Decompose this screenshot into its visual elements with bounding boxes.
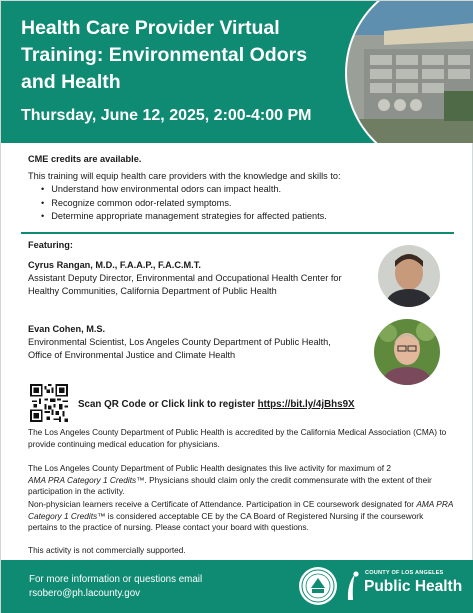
header-banner — [1, 1, 473, 143]
register-callout — [78, 399, 355, 410]
footer-banner — [1, 560, 473, 613]
nonphysician-statement — [28, 499, 454, 534]
public-health-logo-icon — [345, 570, 361, 602]
contact-label: For more information or questions email — [29, 574, 203, 585]
intro-text: This training will equip health care providers with the knowledge and skills to: — [28, 171, 341, 181]
event-title: Health Care Provider Virtual Training: Environmental Odors and Health — [21, 17, 308, 93]
qr-code-icon[interactable] — [30, 384, 68, 422]
contact-email[interactable]: rsobero@ph.lacounty.gov — [29, 588, 141, 599]
speaker-name: Cyrus Rangan, M.D., F.A.A.P., F.A.C.M.T. — [28, 260, 201, 270]
accreditation-statement: The Los Angeles County Department of Public Health is accredited by the California Medical Association (CMA) to provide continuing medical education for physicians. — [28, 427, 447, 449]
contact-info — [29, 573, 202, 601]
objective-item: • Understand how environmental odors can impact health. — [41, 183, 327, 197]
county-seal-icon — [298, 566, 338, 606]
register-link[interactable]: https://bit.ly/4jBhs9X — [257, 399, 355, 410]
nonphysician-text: Non-physician learners receive a Certificate of Attendance. Participation in CE coursework designated for — [28, 499, 415, 509]
speaker-photo — [374, 319, 440, 385]
support-statement: This activity is not commercially supported. — [28, 545, 186, 555]
county-label: COUNTY OF LOS ANGELES — [365, 570, 444, 576]
speaker-title: Office of Environmental Justice and Climate Health — [28, 350, 236, 360]
designation-text: . Physicians should claim only the credit commensurate with the extent of their participation in the activity. — [28, 474, 432, 497]
speaker-title: Environmental Scientist, Los Angeles County Department of Public Health, — [28, 337, 331, 347]
cme-note: CME credits are available. — [28, 154, 142, 164]
designation-statement — [28, 463, 454, 498]
register-text: Scan QR Code or Click link to register — [78, 399, 255, 410]
nonphysician-text: is considered acceptable CE by the CA Board of Registered Nursing if the coursework pertains to the practice of nursing. Please contact your board with questions. — [28, 510, 424, 533]
speaker-block — [28, 323, 368, 362]
objective-item: • Recognize common odor-related symptoms. — [41, 197, 327, 211]
divider — [21, 232, 454, 234]
event-date: Thursday, June 12, 2025, 2:00-4:00 PM — [21, 107, 312, 124]
brand-name: Public Health — [364, 578, 463, 595]
credit-designation: AMA PRA Category 1 Credits™ — [28, 499, 454, 521]
speaker-photo — [378, 245, 440, 307]
speaker-name: Evan Cohen, M.S. — [28, 324, 106, 334]
credit-designation: AMA PRA Category 1 Credits™ — [28, 474, 145, 485]
speaker-title: Assistant Deputy Director, Environmental and Occupational Health Center for — [28, 273, 342, 283]
speaker-block — [28, 259, 368, 298]
designation-text: The Los Angeles County Department of Public Health designates this live activity for maximum of 2 — [28, 463, 391, 473]
speaker-title: Healthy Communities, California Department of Public Health — [28, 286, 277, 296]
objectives-list — [41, 183, 327, 224]
featuring-heading: Featuring: — [28, 240, 73, 250]
objective-item: • Determine appropriate management strategies for affected patients. — [41, 210, 327, 224]
aerial-facility-photo — [324, 1, 473, 143]
